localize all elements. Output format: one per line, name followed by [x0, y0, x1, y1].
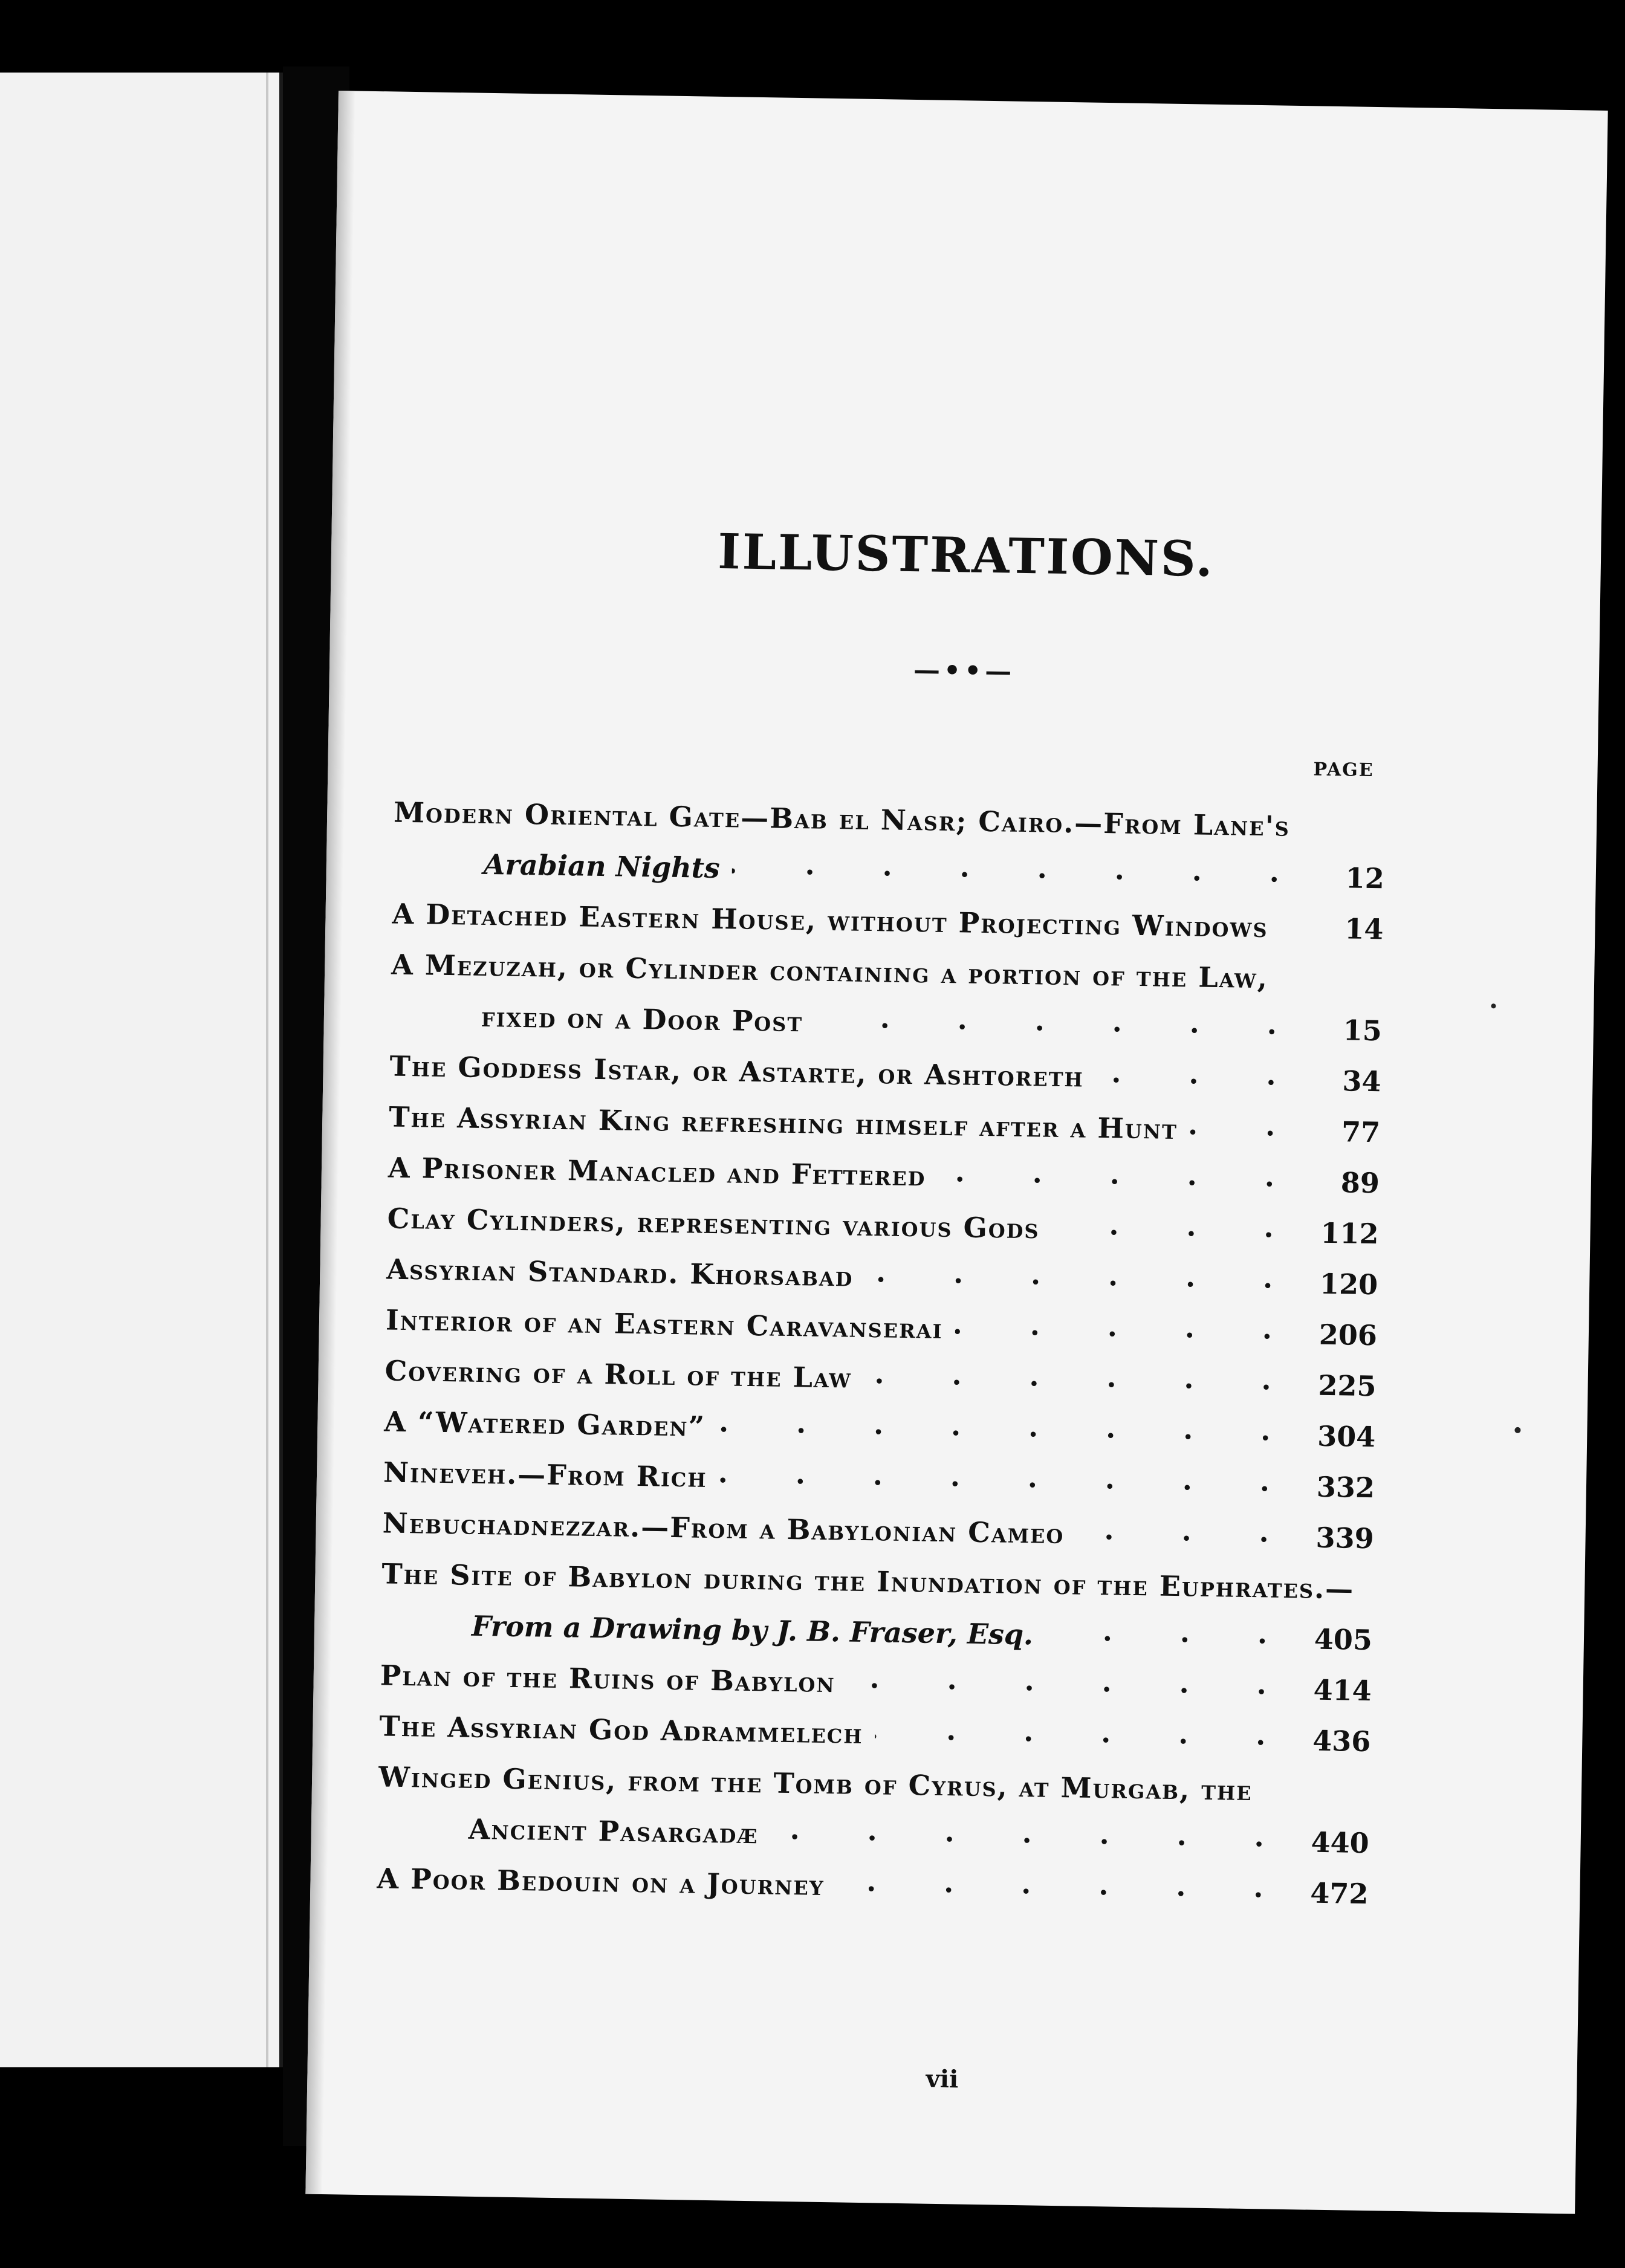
entry-page-number: 440: [1311, 1826, 1370, 1860]
entry-caption: Modern Oriental Gate—Bab el Nasr; Cairo.—From Lane's: [393, 795, 1291, 843]
dot-leader: [718, 1410, 1300, 1447]
dot-leader: [1076, 1517, 1298, 1549]
title-ornament: —••—: [913, 655, 1016, 687]
entry-page-number: 89: [1340, 1166, 1380, 1200]
illustration-list: [377, 778, 1386, 1911]
page-column-header: PAGE: [1313, 759, 1374, 782]
entry-page-number: 436: [1312, 1724, 1371, 1758]
entry-page-number: 414: [1313, 1673, 1372, 1708]
illustration-entry: [381, 1539, 1374, 1656]
illustration-entry: [377, 1742, 1370, 1859]
entry-page-number: 34: [1342, 1064, 1381, 1098]
entry-caption: Covering of a Roll of the Law: [384, 1354, 852, 1395]
dot-leader: [1190, 1113, 1305, 1142]
page-title: ILLUSTRATIONS.: [717, 522, 1215, 588]
dot-leader: [847, 1667, 1296, 1702]
entry-caption: Interior of an Eastern Caravanserai: [385, 1303, 944, 1345]
entry-caption: Nineveh.—From Rich: [383, 1456, 708, 1494]
entry-caption: Arabian Nights: [483, 847, 721, 885]
entry-caption: Ancient Pasargadæ: [468, 1812, 759, 1850]
entry-page-number: 225: [1318, 1369, 1377, 1403]
entry-caption: A Mezuzah, or Cylinder containing a portion of the Law,: [391, 948, 1269, 995]
entry-page-number: 332: [1316, 1470, 1375, 1505]
entry-caption: Clay Cylinders, representing various Gods: [387, 1202, 1040, 1245]
entry-caption: Nebuchadnezzar.—From a Babylonian Cameo: [382, 1506, 1065, 1550]
entry-caption: Winged Genius, from the Tomb of Cyrus, at Murgab, the: [378, 1760, 1253, 1807]
entry-caption: Assyrian Standard. Khorsabad: [386, 1252, 854, 1293]
entry-page-number: 12: [1345, 861, 1385, 895]
page-folio: vii: [926, 2064, 959, 2094]
entry-caption: The Goddess Istar, or Astarte, or Ashtoreth: [389, 1049, 1085, 1094]
illustration-entry: [391, 930, 1383, 1048]
entry-caption: A “Watered Garden”: [384, 1405, 706, 1443]
dot-leader: [1051, 1213, 1303, 1245]
dot-leader: [938, 1160, 1303, 1193]
entry-page-number: 405: [1314, 1622, 1373, 1657]
entry-page-number: 15: [1343, 1014, 1383, 1048]
dot-leader: [731, 852, 1308, 889]
dot-leader: [864, 1362, 1300, 1396]
entry-caption: A Detached Eastern House, without Projecting Windows: [392, 897, 1268, 944]
entry-page-number: 112: [1320, 1216, 1379, 1251]
scan-speck: [1491, 1003, 1496, 1008]
entry-caption: From a Drawing by J. B. Fraser, Esq.: [471, 1609, 1034, 1651]
entry-caption: A Prisoner Manacled and Fettered: [388, 1151, 926, 1193]
right-page: [305, 91, 1607, 2214]
dot-leader: [875, 1717, 1294, 1752]
dot-leader: [770, 1818, 1293, 1854]
left-page: [0, 73, 283, 2067]
scan-speck: [1514, 1427, 1520, 1433]
dot-leader: [1280, 912, 1308, 940]
dot-leader: [836, 1869, 1292, 1904]
dot-leader: [815, 1006, 1306, 1042]
entry-caption: A Poor Bedouin on a Journey: [377, 1862, 825, 1902]
dot-leader: [1045, 1619, 1297, 1651]
entry-caption: Plan of the Ruins of Babylon: [380, 1659, 836, 1699]
entry-page-number: 304: [1317, 1419, 1376, 1454]
illustration-entry: [393, 778, 1386, 895]
entry-page-number: 120: [1319, 1267, 1378, 1301]
entry-page-number: 339: [1315, 1521, 1375, 1555]
entry-caption: The Assyrian King refreshing himself after a Hunt: [388, 1100, 1178, 1146]
dot-leader: [955, 1312, 1301, 1346]
dot-leader: [865, 1260, 1302, 1295]
left-page-edge: [266, 73, 268, 2067]
entry-page-number: 77: [1341, 1115, 1381, 1149]
entry-page-number: 206: [1318, 1318, 1378, 1352]
entry-page-number: 472: [1309, 1876, 1369, 1911]
entry-caption: fixed on a Door Post: [481, 1000, 803, 1038]
dot-leader: [719, 1461, 1299, 1498]
dot-leader: [1095, 1061, 1305, 1092]
entry-page-number: 14: [1344, 912, 1384, 946]
entry-caption: The Site of Babylon during the Inundation of the Euphrates.—: [381, 1557, 1355, 1605]
entry-caption: The Assyrian God Adrammelech: [379, 1709, 864, 1750]
